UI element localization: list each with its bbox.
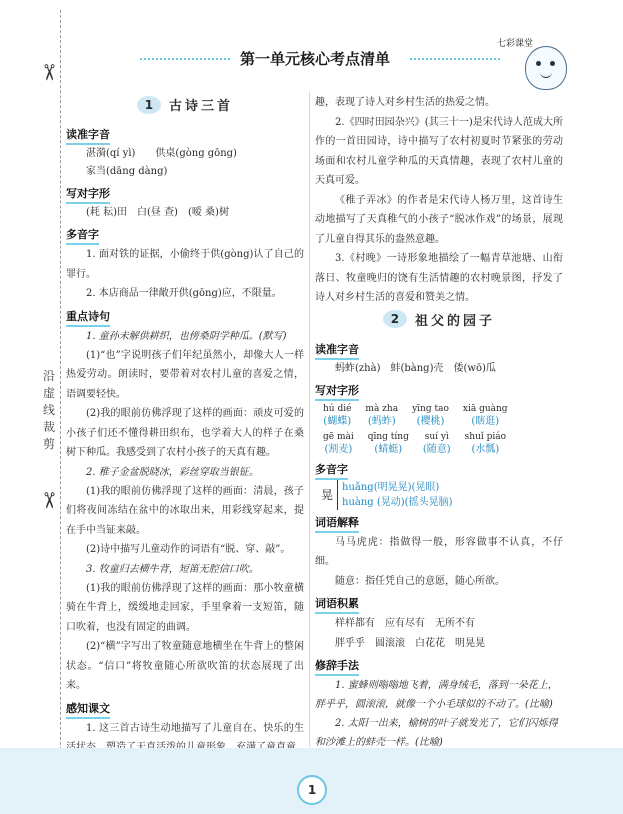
lesson-number: 2 [383,310,407,328]
section-heading: 写对字形 [66,187,110,200]
section-heading: 重点诗句 [66,309,110,323]
polyphone-group [315,480,563,510]
text-paragraph: (1)我的眼前仿佛浮现了这样的画面：那小牧童横骑在牛背上，缓缓地走回家，手里拿着一支短笛，随口吹着，也没有固定的曲调。 [66,582,304,633]
lesson-title: 祖父的园子 [414,313,495,329]
cut-line [60,10,61,790]
text-paragraph: (2)“横”字写出了牧童随意地横坐在牛背上的整闲状态。“信口”将牧童随心所欲吹笛的状态展现了出来。 [66,641,304,691]
poem-line: 1. 童孙未解供耕织，也傍桑阴学种瓜。(默写) [86,330,287,342]
polyphone-reading: huǎng(明晃晃)(晃眼) [342,481,440,493]
page-title: 第一单元核心考点清单 [239,50,390,68]
mascot-icon [525,46,567,90]
pinyin-word: shuǐ piáo (水瓢) [464,431,507,455]
pinyin-word: yīng tao (樱桃) [412,403,449,427]
text-paragraph: (1)“也”字说明孩子们年纪虽然小，却像大人一样热爱劳动。朗读时，要带着对农村儿童的喜爱之情，语调要轻快。 [66,349,304,400]
pinyin-word: mà zha (蚂蚱) [365,403,399,427]
section-heading: 写对字形 [315,383,359,397]
cut-label: 沿虚线裁剪 [42,369,55,451]
pinyin-line: 家当(dāng dàng) [86,166,168,177]
pinyin-line: 湛漪(qí yì) 供桌(gòng gōng) [86,148,237,159]
rhetoric-example: 2. 太阳一出来，榆树的叶子就发光了，它们闪烁得和沙滩上的蚌壳一样。(比喻) [315,718,558,748]
definition: 随意：指任凭自己的意愿，随心所欲。 [335,575,505,587]
text-paragraph: 2.《四时田园杂兴》(其三十一)是宋代诗人范成大所作的一首田园诗，诗中描写了农村初夏时节紧张的劳动场面和农村儿童学种瓜的天真情趣，表现了农村儿童的天真可爱。 [315,116,563,186]
text-paragraph: (2)诗中描写儿童动作的词语有“脱、穿、敲”。 [86,544,291,555]
text-paragraph: 3.《村晚》一诗形象地描绘了一幅青草池塘、山衔落日、牧童晚归的饶有生活情趣的农村晚景图，抒发了诗人对乡村生活的喜爱和赞美之情。 [315,253,563,303]
lesson-heading [66,95,304,114]
pinyin-word: hú dié (蝴蝶) [323,403,352,427]
word-list: 样样都有 应有尽有 无所不有 [335,618,475,629]
right-column [315,93,563,752]
pinyin-word-row [315,431,563,457]
text-paragraph: 2. 本店商品一律敞开供(gōng)应，不限量。 [86,288,282,299]
brand-label: 七彩课堂 [496,39,533,49]
pinyin-word-row [315,403,563,429]
poem-line: 2. 稚子金盆脱晓冰，彩丝穿取当银钲。 [86,466,259,478]
poem-line: 3. 牧童归去横牛背，短笛无腔信口吹。 [86,563,259,575]
section-heading: 修辞手法 [315,659,359,672]
pinyin-word: qīng tíng (蜻蜓) [367,431,409,455]
text-paragraph: 趣，表现了诗人对乡村生活的热爱之情。 [315,97,495,108]
lesson-title: 古诗三首 [168,99,233,114]
pinyin-word: suí yì (随意) [422,431,451,455]
page-header [120,48,510,68]
polyphone-char: 晃 [321,488,334,502]
section-heading: 多音字 [315,462,348,476]
section-heading: 多音字 [66,228,99,241]
pinyin-word: gē mài (割麦) [323,431,354,455]
scissors-icon: ✂ [35,63,61,82]
section-heading: 词语积累 [315,597,359,610]
text-paragraph: 1. 这三首古诗生动地描写了儿童自在、快乐的生 [86,722,304,734]
column-divider [309,92,310,747]
word-list: 胖乎乎 圆滚滚 白花花 明晃晃 [335,637,485,649]
lesson-number: 1 [137,96,161,114]
lesson-heading [315,310,563,329]
scissors-icon: ✂ [35,491,61,510]
text-paragraph: (2)我的眼前仿佛浮现了这样的画面：顽皮可爱的小孩子们还不懂得耕田织布，也学着大人的样子在桑树下种瓜。我感受到了农村小孩子的天真有趣。 [66,408,304,458]
page-number: 1 [297,775,327,805]
text-paragraph: (1)我的眼前仿佛浮现了这样的画面：清晨，孩子们将夜间冻结在盆中的冰取出来，用彩线穿起来，提在手中当钲来敲。 [66,485,304,536]
rhetoric-example: 1. 蜜蜂则嗡嗡地飞着，满身绒毛，落到一朵花上，胖乎乎，圆滚滚，就像一个小毛球似的不动了。(比喻) [315,680,558,710]
left-column [66,93,304,758]
section-heading: 感知课文 [66,701,110,715]
polyphone-reading: huàng (晃动)(摇头晃脑) [342,496,453,508]
section-heading: 词语解释 [315,515,359,529]
pinyin-word: xiā guàng (瞎逛) [462,403,508,427]
text-paragraph: 1. 面对铁的证据，小偷终于供(gòng)认了自己的罪行。 [66,249,304,280]
pinyin-line: 蚂蚱(zhà) 蚌(bàng)壳 倭(wō)瓜 [335,362,496,374]
text-paragraph: 《稚子弄冰》的作者是宋代诗人杨万里，这首诗生动地描写了天真稚气的小孩子“脱冰作戏”的场景，展现了儿童自得其乐的盎然意趣。 [315,194,563,245]
section-heading: 读准字音 [315,342,359,356]
definition: 马马虎虎：指做得一般，形容做事不认真，不仔细。 [315,536,563,567]
section-heading: 读准字音 [66,128,110,141]
character-choice-line: (耗 耘)田 白(昼 查) (嗳 桑)树 [86,207,229,218]
